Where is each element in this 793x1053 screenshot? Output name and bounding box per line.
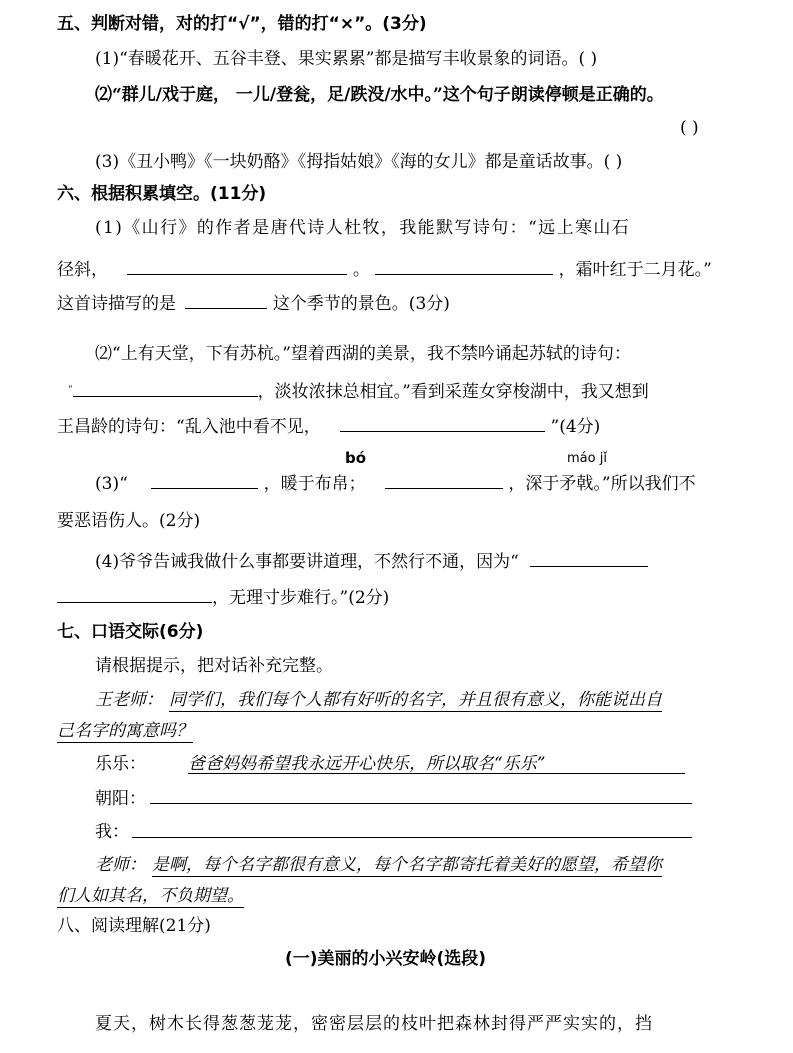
s6-q2-open-quote: “: [68, 385, 73, 395]
s5-question-2-answer-paren[interactable]: ( ): [680, 118, 699, 138]
s6-q3-text-1: (3)“: [95, 474, 128, 494]
s6-q2-line-c: [57, 413, 600, 439]
s6-q2-line-a: ⑵“上有天堂，下有苏杭。”望着西湖的美景，我不禁吟诵起苏轼的诗句：: [95, 344, 631, 364]
s7-teacher2-line-b: [57, 884, 244, 908]
wang-changling-blank[interactable]: [340, 413, 545, 432]
lele-label: 乐乐：: [95, 754, 146, 774]
teacher2-text-b: 们人如其名，不负期望。: [57, 886, 244, 906]
section-5-title: 五、判断对错，对的打“√”，错的打“×”。(3分): [57, 14, 427, 34]
reading-subtitle: (一)美丽的小兴安岭(选段): [285, 949, 487, 969]
s6-q3-line-a: [95, 470, 696, 496]
pinyin-bo: bó: [345, 449, 367, 467]
teacher2-text-a: 是啊，每个名字都很有意义，每个名字都寄托着美好的愿望，希望你: [152, 855, 662, 875]
poem-blank-1[interactable]: [127, 256, 347, 275]
s6-q2-text-b: ，淡妆浓抹总相宜。”看到采莲女穿梭湖中，我又想到: [257, 382, 649, 402]
zhaoyang-label: 朝阳：: [95, 789, 146, 809]
s7-teacher1-line-a: [95, 688, 662, 712]
s6-q4-text-2: ，无理寸步难行。”(2分): [212, 588, 390, 608]
teacher2-label: 老师：: [95, 855, 146, 875]
reading-paragraph: 夏天，树木长得葱葱茏茏，密密层层的枝叶把森林封得严严实实的，挡: [95, 1014, 653, 1034]
season-blank[interactable]: [185, 290, 267, 309]
s6-q3-text-2: ，暖于布帛；: [263, 474, 366, 494]
s7-teacher1-line-b: [57, 719, 193, 743]
s6-q2-line-b: [68, 378, 649, 404]
s6-q3-line-b: 要恶语伤人。(2分): [57, 511, 201, 531]
s6-q3-text-3: ，深于矛戟。”所以我们不: [508, 474, 696, 494]
s7-teacher2-line-a: [95, 853, 662, 877]
s6-q4-line-a: [95, 548, 648, 574]
me-label: 我：: [95, 822, 129, 842]
s6-q1-text-1: 径斜，: [57, 260, 108, 280]
zhaoyang-answer-line[interactable]: [150, 803, 692, 804]
reason-blank-1[interactable]: [530, 548, 648, 567]
proverb-blank-1[interactable]: [151, 470, 258, 489]
poem-blank-2[interactable]: [375, 256, 553, 275]
s6-q1-text-3: ，霜叶红于二月花。”: [558, 260, 712, 280]
s6-q1-line-b: [57, 256, 712, 282]
s6-q1-line-c: [57, 290, 450, 316]
pinyin-maoji: máo jǐ: [567, 451, 607, 466]
s6-q2-text-c1: 王昌龄的诗句：“乱入池中看不见，: [57, 417, 321, 437]
s6-q2-text-c2: ”(4分): [550, 417, 601, 437]
section-8-title: 八、阅读理解(21分): [57, 916, 211, 936]
s7-intro: 请根据提示，把对话补充完整。: [95, 656, 333, 676]
proverb-blank-2[interactable]: [385, 470, 503, 489]
s5-question-2: ⑵“群儿/戏于庭， 一儿/登瓮，足/跌没/水中。”这个句子朗读停顿是正确的。: [95, 85, 664, 105]
teacher1-label: 王老师：: [95, 690, 163, 710]
reason-blank-2[interactable]: [57, 584, 212, 603]
me-answer-line[interactable]: [132, 837, 692, 838]
s5-question-1: (1)“春暖花开、五谷丰登、果实累累”都是描写丰收景象的词语。( ): [95, 49, 598, 69]
teacher1-text-b: 己名字的寓意吗？: [57, 721, 193, 741]
section-6-title: 六、根据积累填空。(11分): [57, 184, 267, 204]
s6-q1-text-5: 这个季节的景色。(3分): [272, 294, 450, 314]
teacher1-text-a: 同学们，我们每个人都有好听的名字，并且很有意义，你能说出自: [169, 690, 662, 710]
section-7-title: 七、口语交际(6分): [57, 622, 204, 642]
su-shi-blank[interactable]: [73, 378, 258, 397]
s6-q1-line-a: (1)《山行》的作者是唐代诗人杜牧，我能默写诗句：“远上寒山石: [95, 218, 631, 238]
s6-q4-text-1: (4)爷爷告诫我做什么事都要讲道理，不然行不通，因为“: [95, 552, 519, 572]
s6-q1-text-4: 这首诗描写的是: [57, 294, 176, 314]
lele-answer: 爸爸妈妈希望我永远开心快乐，所以取名“乐乐”: [188, 752, 685, 774]
s6-q1-text-2: 。: [352, 260, 370, 280]
s5-question-3: (3)《丑小鸭》《一块奶酪》《拇指姑娘》《海的女儿》都是童话故事。( ): [95, 152, 623, 172]
s6-q4-line-b: [57, 584, 389, 610]
